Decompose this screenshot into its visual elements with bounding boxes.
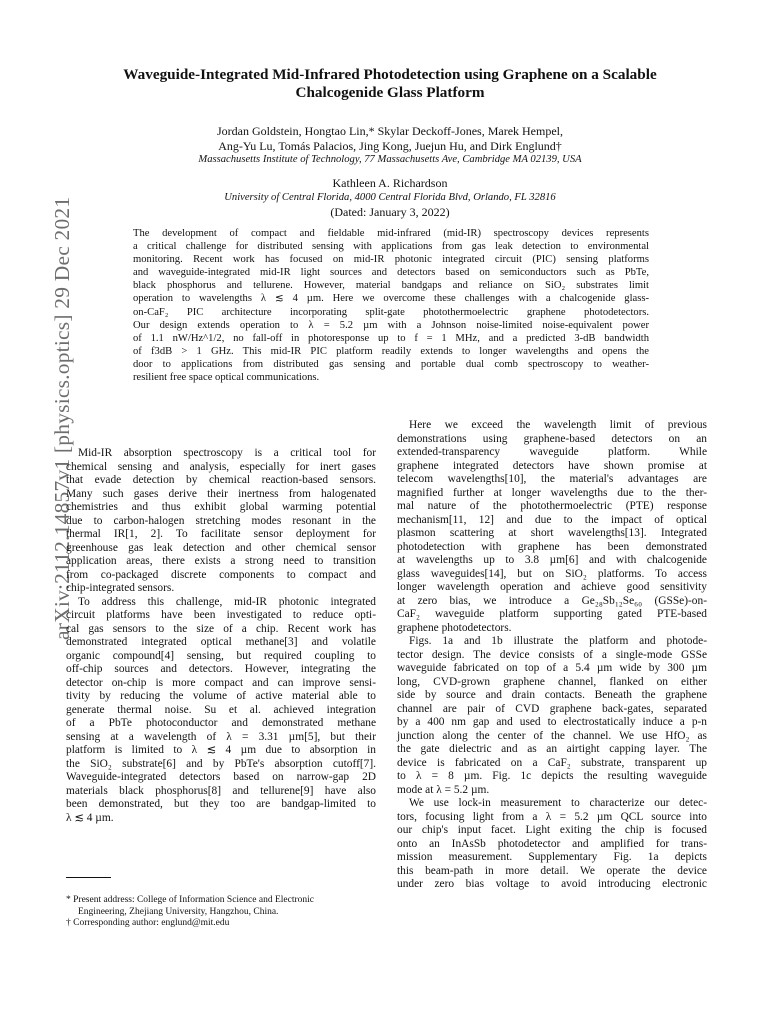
body-line: mechanism[11, 12] and due to the impact of optical bbox=[397, 513, 707, 526]
body-line: photodetection with graphene has been demonstrated bbox=[397, 540, 707, 553]
body-line: chemistries and thus exhibit global warming potential bbox=[66, 501, 376, 513]
footnote-present-address: * Present address: College of Information Science and Electronic bbox=[66, 895, 314, 905]
footnotes bbox=[66, 895, 386, 930]
body-line: λ ≲ 4 µm. bbox=[66, 811, 114, 824]
body-line: by a 400 nm gap and used to electrostatically induce a p-n bbox=[397, 716, 707, 728]
body-column-right bbox=[397, 419, 707, 892]
body-line: from co-packaged discrete components to compact and bbox=[66, 568, 376, 581]
body-line: tivity by reducing the volume of active material able to bbox=[66, 690, 376, 702]
body-line: onto an InAsSb photodetector and amplified for trans- bbox=[397, 837, 707, 850]
body-line: junction along the center of the channel. We use HfO₂ as bbox=[397, 729, 707, 742]
abstract-line: The development of compact and fieldable mid-infrared (mid-IR) spectroscopy devices represents bbox=[133, 228, 649, 239]
affiliation-mit: Massachusetts Institute of Technology, 77 Massachusetts Ave, Cambridge MA 02139, USA bbox=[198, 154, 582, 165]
body-line: Figs. 1a and 1b illustrate the platform and photode- bbox=[409, 635, 707, 647]
body-line: mal nature of the photothermoelectric (PTE) response bbox=[397, 500, 707, 512]
body-line: application areas, there exists a strong need to transition bbox=[66, 555, 376, 567]
body-line: glass waveguides[14], but on SiO₂ platforms. To access bbox=[397, 567, 707, 580]
abstract-line: Our design extends operation to λ = 5.2 µm with a Johnson noise-limited noise-equivalent power bbox=[133, 319, 649, 331]
body-line: the SiO₂ substrate[6] and by PbTe's absorption cutoff[7]. bbox=[66, 757, 376, 770]
body-line: this beam-path in more detail. We operate the device bbox=[397, 864, 707, 877]
body-line: platform is limited to λ ≲ 4 µm due to absorption in bbox=[66, 744, 376, 756]
body-line: at wavelengths up to 3.8 µm[6] and with chalcogenide bbox=[397, 554, 707, 566]
abstract-line: operation to wavelengths λ ≲ 4 µm. Here we overcome these challenges with a chalcogenide glass- bbox=[133, 293, 649, 305]
abstract-line: of 1.1 nW/Hz^1/2, no fall-off in photoresponse up to f = 1 MHz, and a predicted 3-dB bandwidth bbox=[133, 332, 649, 344]
date-line: (Dated: January 3, 2022) bbox=[330, 205, 450, 219]
author-block-ucf bbox=[120, 176, 660, 220]
author-block-mit bbox=[120, 124, 660, 168]
body-line: circuit platforms have been investigated to reduce opti- bbox=[66, 609, 376, 621]
body-line: mode at λ = 5.2 µm. bbox=[397, 783, 490, 796]
body-column-left bbox=[66, 447, 376, 825]
paper-title bbox=[60, 66, 720, 102]
arxiv-identifier-stamp: arXiv:2112.14857v1 [physics.optics] 29 Dec 2021 bbox=[50, 196, 74, 640]
body-line: device is fabricated on a CaF₂ substrate, transparent up bbox=[397, 756, 707, 769]
body-line: Waveguide-integrated detectors based on narrow-gap 2D bbox=[66, 771, 376, 783]
paper-title-line-1: Waveguide-Integrated Mid-Infrared Photodetection using Graphene on a Scalable bbox=[123, 66, 657, 83]
body-line: materials black phosphorus[8] and tellurene[9] have also bbox=[66, 784, 376, 797]
body-line: been demonstrated, but they too are bandgap-limited to bbox=[66, 798, 376, 810]
author-list-line-2: Ang-Yu Lu, Tomás Palacios, Jing Kong, Juejun Hu, and Dirk Englund† bbox=[218, 138, 562, 153]
body-line: off-chip sources and detectors. However, integrating the bbox=[66, 663, 376, 675]
body-line: magnified further at longer wavelengths due to the ther- bbox=[397, 486, 707, 499]
body-line: To address this challenge, mid-IR photonic integrated bbox=[78, 595, 376, 608]
body-line: detector on-chip is more compact and can improve sensi- bbox=[66, 676, 376, 689]
body-line: to λ = 8 µm. Fig. 1c depicts the resulting waveguide bbox=[397, 770, 707, 782]
abstract-line: door to applications from distributed gas sensing and portable dual comb spectroscopy to weather- bbox=[133, 358, 649, 370]
body-line: organic compound[4] sensing, but required coupling to bbox=[66, 649, 376, 662]
body-line: sensing at a wavelength of λ = 3.31 µm[5], but their bbox=[66, 730, 376, 743]
body-line: We use lock-in measurement to characterize our detec- bbox=[409, 797, 707, 809]
footnote-corresponding-author: † Corresponding author: englund@mit.edu bbox=[66, 918, 230, 928]
body-line: demonstrated integrated optical methane[3] and volatile bbox=[66, 636, 376, 648]
abstract bbox=[133, 227, 649, 384]
abstract-line: and waveguide-integrated mid-IR light sources and detectors based on semiconductors such as PbTe, bbox=[133, 267, 649, 279]
body-line: at zero bias, we introduce a Ge₂₈Sb₁₂Se₆₀ (GSSe)-on- bbox=[397, 594, 707, 607]
body-line: chemical sensing and analysis, especially for inert gases bbox=[66, 460, 376, 473]
author-name-richardson: Kathleen A. Richardson bbox=[332, 176, 448, 190]
body-line: telecom wavelengths[10], the material's advantages are bbox=[397, 473, 707, 485]
body-line: under zero bias voltage to avoid introducing electronic bbox=[397, 878, 707, 890]
body-line: longer wavelength operation and achieve good sensitivity bbox=[397, 581, 707, 593]
body-line: mission measurement. Supplementary Fig. 1a depicts bbox=[397, 851, 707, 863]
body-line: tector design. The device consists of a single-mode GSSe bbox=[397, 648, 707, 661]
body-line: tors, focusing light from a λ = 5.2 µm QCL source into bbox=[397, 810, 707, 823]
body-line: cal gas sensors to the size of a chip. Recent work has bbox=[66, 622, 376, 635]
abstract-line: black phosphorus and tellurene. However, material bandgaps and reliance on SiO₂ substrates limit bbox=[133, 280, 649, 292]
paper-title-line-2: Chalcogenide Glass Platform bbox=[295, 84, 485, 101]
body-line: graphene integrated detectors have shown promise at bbox=[397, 459, 707, 472]
body-line: extended-transparency waveguide platform. While bbox=[397, 446, 707, 458]
abstract-line: monitoring. Recent work has focused on mid-IR photonic integrated circuit (PIC) sensing platforms bbox=[133, 254, 649, 266]
body-line: channel are pair of CVD graphene back-gates, separated bbox=[397, 702, 707, 715]
abstract-line: resilient free space optical communications. bbox=[133, 372, 320, 384]
body-line: plasmon scattering at short wavelengths[13]. Integrated bbox=[397, 527, 707, 539]
body-line: thermal IR[1, 2]. To facilitate sensor deployment for bbox=[66, 528, 376, 540]
body-line: chip-integrated sensors. bbox=[66, 582, 175, 594]
abstract-line: a critical challenge for distributed sensing with applications from gas leak detection to environmental bbox=[133, 241, 649, 253]
body-line: long, CVD-grown graphene channel, flanked on either bbox=[397, 675, 707, 688]
body-line: waveguide fabricated on top of a 5.4 µm wide by 300 µm bbox=[397, 662, 707, 674]
body-line: generate thermal noise. Su et al. achieved integration bbox=[66, 703, 376, 716]
body-line: greenhouse gas leak detection and other chemical sensor bbox=[66, 541, 376, 554]
abstract-line: of f3dB > 1 GHz. This mid-IR PIC platform readily extends to longer wavelengths and opens the bbox=[133, 345, 649, 357]
body-line: demonstrations using graphene-based detectors on an bbox=[397, 432, 707, 445]
body-line: the gate dielectric and as an airtight capping layer. The bbox=[397, 743, 707, 755]
body-line: our chip's input facet. Light exiting the chip is focused bbox=[397, 824, 707, 836]
body-line: Here we exceed the wavelength limit of previous bbox=[409, 419, 707, 431]
abstract-line: on-CaF₂ PIC architecture incorporating split-gate photothermoelectric graphene photodetectors. bbox=[133, 306, 649, 318]
body-line: due to carbon-halogen stretching modes resonant in the bbox=[66, 514, 376, 527]
body-line: graphene photodetectors. bbox=[397, 621, 512, 634]
body-line: side by source and drain contacts. Beneath the graphene bbox=[397, 689, 707, 701]
body-line: CaF₂ waveguide platform supporting gated PTE-based bbox=[397, 608, 707, 620]
body-line: that evade detection by chemical reaction-based sensors. bbox=[66, 474, 376, 486]
footnote-divider bbox=[66, 877, 111, 878]
body-line: of a PbTe photoconductor and demonstrated methane bbox=[66, 717, 376, 729]
body-line: Mid-IR absorption spectroscopy is a critical tool for bbox=[78, 447, 376, 459]
body-line: Many such gases derive their inertness from halogenated bbox=[66, 487, 376, 500]
affiliation-ucf: University of Central Florida, 4000 Central Florida Blvd, Orlando, FL 32816 bbox=[224, 191, 556, 203]
footnote-present-address-cont: Engineering, Zhejiang University, Hangzhou, China. bbox=[78, 906, 279, 917]
author-list-line-1: Jordan Goldstein, Hongtao Lin,* Skylar Deckoff-Jones, Marek Hempel, bbox=[216, 124, 564, 138]
